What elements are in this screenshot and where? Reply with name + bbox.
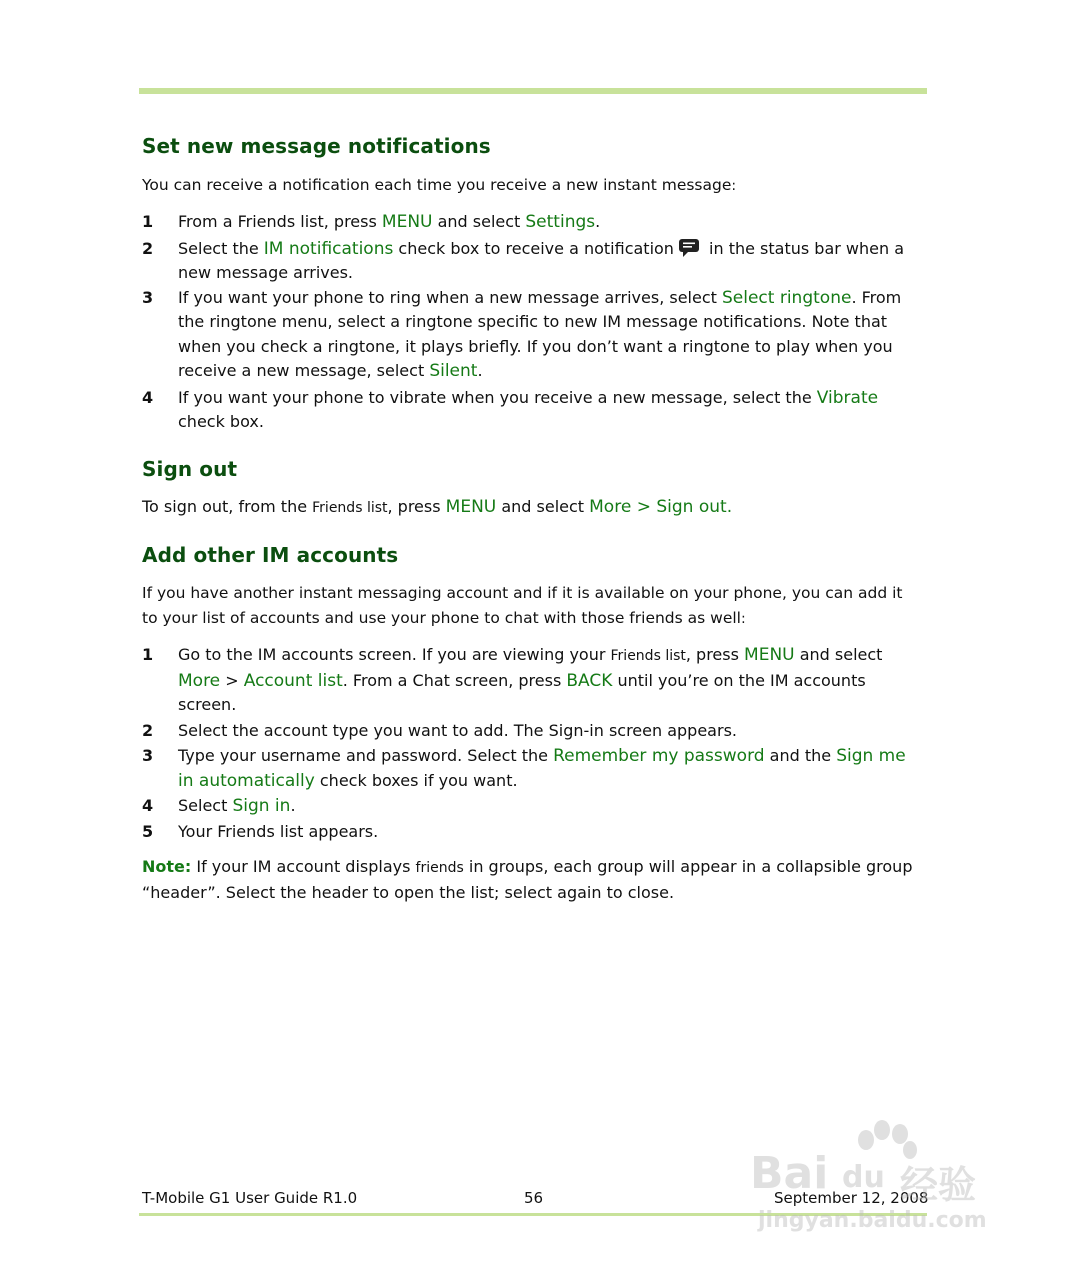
watermark-brand: Bai <box>750 1148 829 1199</box>
page-content <box>142 134 922 905</box>
watermark-cn: 经验 <box>900 1163 977 1207</box>
heading-set-new-message-notifications: Set new message notifications <box>142 134 491 158</box>
intro-add-accounts: If you have another instant messaging account and if it is available on your phone, you can add it to your list of accounts and use your phone to chat with those friends as well: <box>142 584 903 627</box>
list-item: 2 Select the account type you want to add. The Sign-in screen appears. <box>142 720 737 740</box>
footer-page-number: 56 <box>524 1189 544 1207</box>
watermark-brand2: du <box>842 1160 885 1195</box>
list-item: 1 Go to the IM accounts screen. If you are viewing your Friends list, press MENU and select More > Account list. From a Chat screen, press BACK until you’re on the IM accounts screen. <box>142 645 883 714</box>
note: Note: If your IM account displays friends in groups, each group will appear in a collapsible group “header”. Select the header to open the list; select again to close. <box>142 857 913 902</box>
message-bubble-icon <box>678 238 700 258</box>
list-item: 1 From a Friends list, press MENU and select Settings. <box>142 212 601 232</box>
list-item: 4 If you want your phone to vibrate when you receive a new message, select the Vibrate check box. <box>142 387 879 431</box>
list-item: 3 Type your username and password. Select the Remember my password and the Sign me in automatically check boxes if you want. <box>142 746 906 791</box>
watermark <box>750 1118 1010 1238</box>
list-item: 4 Select Sign in. <box>142 796 296 816</box>
intro-notifications: You can receive a notification each time you receive a new instant message: <box>142 175 737 194</box>
footer-date: September 12, 2008 <box>774 1189 929 1207</box>
heading-add-other-im-accounts: Add other IM accounts <box>142 542 399 567</box>
sign-out-text: To sign out, from the Friends list, press MENU and select More > Sign out. <box>142 497 733 517</box>
footer-title: T-Mobile G1 User Guide R1.0 <box>142 1189 358 1207</box>
heading-sign-out: Sign out <box>142 456 238 481</box>
list-item: 3 If you want your phone to ring when a new message arrives, select Select ringtone. From the ringtone menu, select a ringtone specific to new IM message notifications. Note that when you check a ringtone, it plays briefly. If you don’t want a ringtone to play when you receive a new message, select Silent. <box>142 287 902 381</box>
notification-steps <box>142 210 922 435</box>
list-item: 2 Select the IM notifications check box to receive a notification in the status bar when a new message arrives. <box>142 238 905 282</box>
watermark-url: jingyan.baidu.com <box>758 1208 987 1233</box>
list-item: 5 Your Friends list appears. <box>142 821 379 841</box>
header-rule <box>139 88 927 94</box>
add-account-steps <box>142 643 922 844</box>
